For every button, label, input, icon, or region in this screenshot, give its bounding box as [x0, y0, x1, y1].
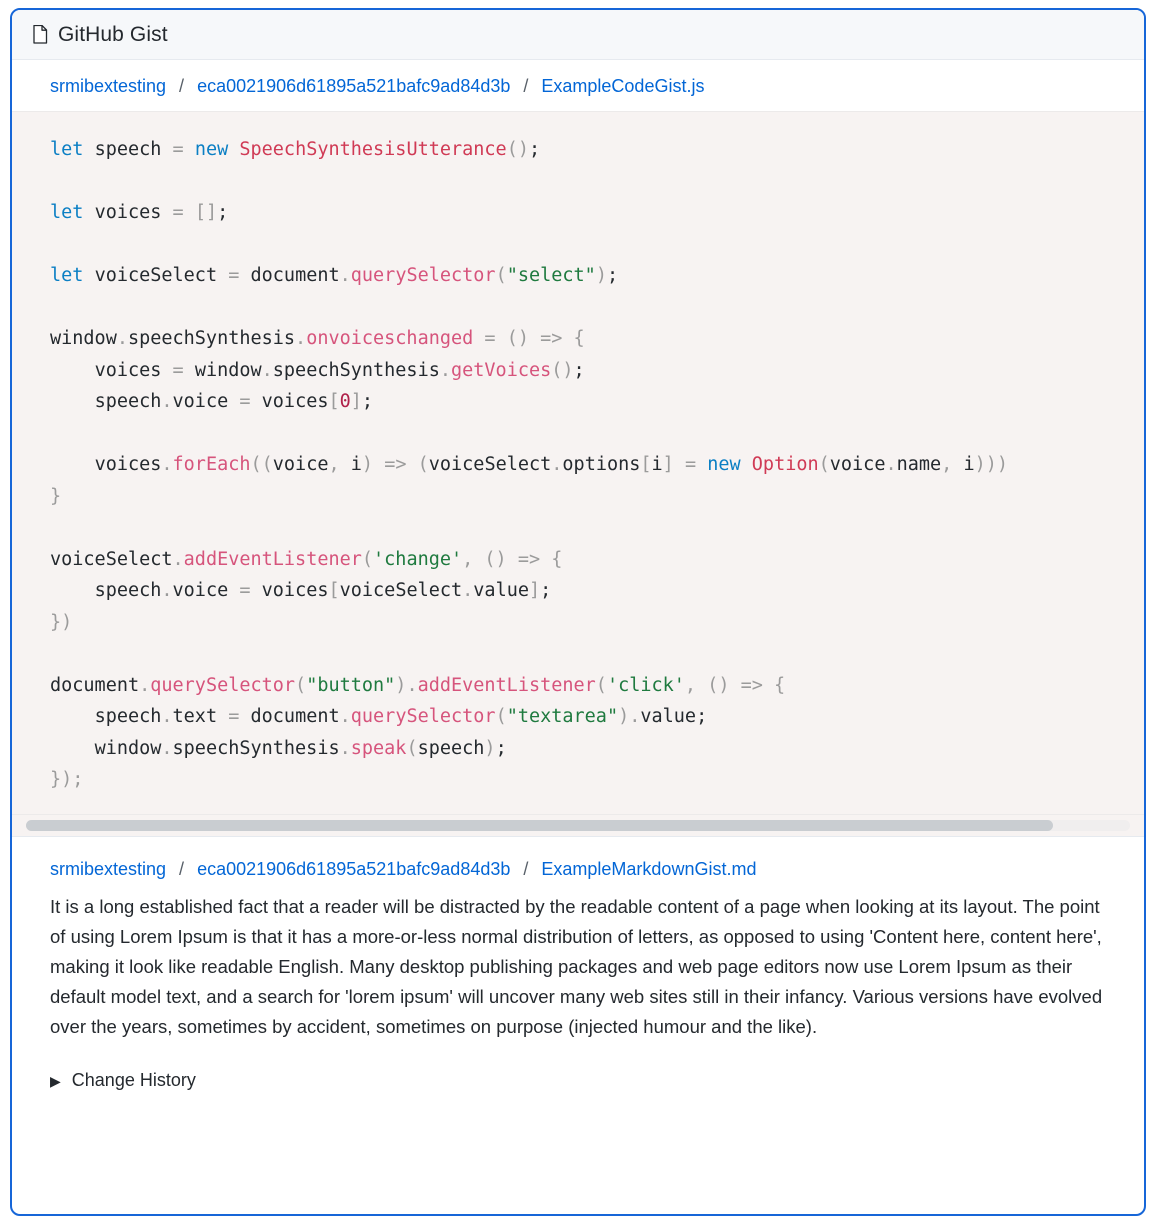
markdown-body [12, 890, 1144, 1042]
gist-card [10, 8, 1146, 1216]
code-gist-filename-link[interactable]: ExampleCodeGist.js [541, 76, 705, 96]
code-gist-breadcrumb [12, 60, 1144, 111]
gist-header [12, 10, 1144, 60]
markdown-gist-owner-link[interactable]: srmibextesting [50, 858, 167, 879]
scrollbar-thumb[interactable] [26, 820, 1053, 831]
file-icon [32, 25, 48, 44]
markdown-gist-breadcrumb [12, 837, 1144, 890]
change-history-toggle[interactable] [12, 1042, 1144, 1091]
code-horizontal-scrollbar[interactable] [12, 815, 1144, 837]
code-gist-owner-link[interactable]: srmibextesting [50, 76, 167, 96]
breadcrumb-separator: / [523, 76, 529, 96]
code-block [12, 111, 1144, 815]
markdown-gist-filename-link[interactable]: ExampleMarkdownGist.md [541, 858, 757, 879]
markdown-gist-id-link[interactable]: eca0021906d61895a521bafc9ad84d3b [197, 858, 511, 879]
markdown-paragraph: It is a long established fact that a reader will be distracted by the readable content of a page when looking at its layout. The point of using Lorem Ipsum is that it has a more-or-less normal distribution of letters, as opposed to using 'Content here, content here', making it look like readable English. Many desktop publishing packages and web page editors now use Lorem Ipsum as their default model text, and a search for 'lorem ipsum' will uncover many web sites still in their infancy. Various versions have evolved over the years, sometimes by accident, sometimes on purpose (injected humour and the like). [50, 895, 1103, 1037]
code-content: let speech = new SpeechSynthesisUtterance(); let voices = []; let voiceSelect = document.querySelector("select"); window.speechSynthesis.onvoiceschanged = () => { voices = window.speechSynthesis.getVoices(); speech.voice = voices[0]; voices.forEach((voice, i) => (voiceSelect.options[i] = new Option(voice.name, i))) } voiceSelect.addEventListener('change', () => { speech.voice = voices[voiceSelect.value]; }) document.querySelector("button").addEventListener('click', () => { speech.text = document.querySelector("textarea").value; window.speechSynthesis.speak(speech); }); [50, 139, 1009, 790]
change-history-label: Change History [71, 1069, 196, 1090]
breadcrumb-separator: / [179, 858, 185, 879]
page-title: GitHub Gist [58, 22, 168, 46]
breadcrumb-separator: / [179, 76, 185, 96]
chevron-right-icon: ▶ [50, 1073, 61, 1089]
scrollbar-track[interactable] [26, 820, 1130, 831]
breadcrumb-separator: / [523, 858, 529, 879]
code-gist-id-link[interactable]: eca0021906d61895a521bafc9ad84d3b [197, 76, 511, 96]
